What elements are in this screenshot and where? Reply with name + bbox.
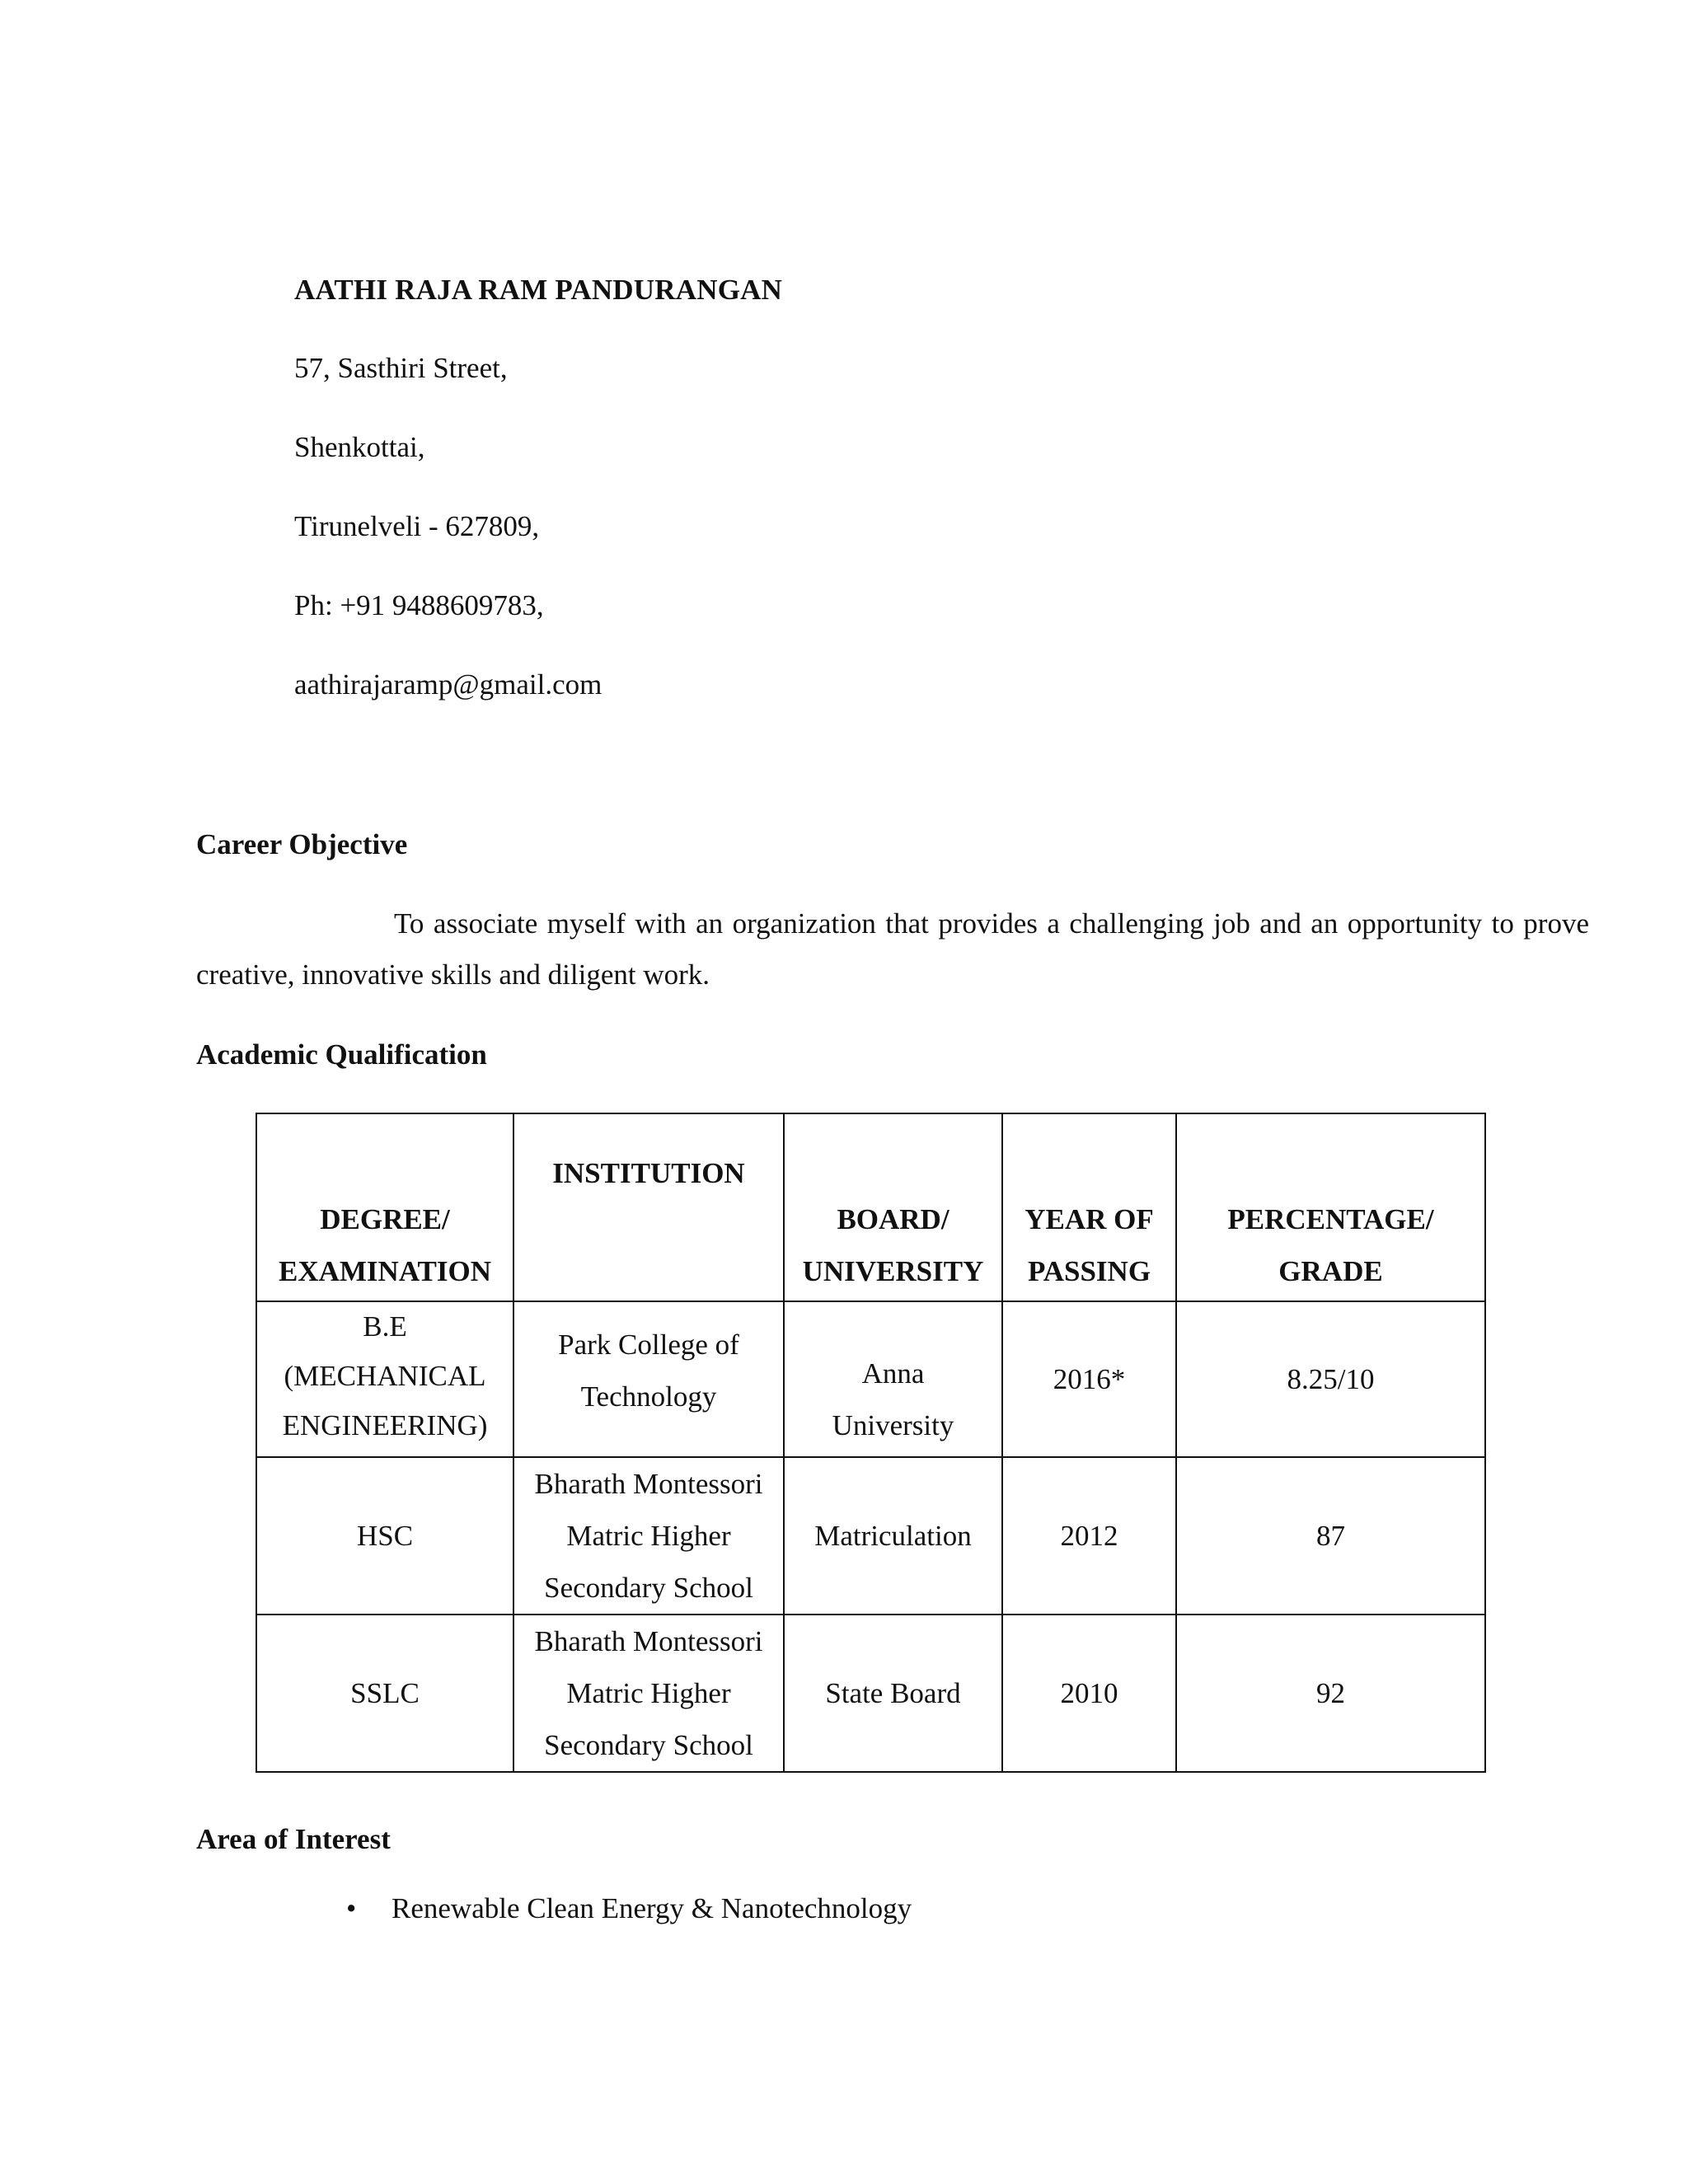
address-line-1: 57, Sasthiri Street,	[294, 352, 508, 384]
email-address: aathirajaramp@gmail.com	[294, 668, 603, 701]
list-item	[346, 1892, 912, 1925]
header-board: BOARD/ UNIVERSITY	[784, 1113, 1002, 1301]
applicant-name: AATHI RAJA RAM PANDURANGAN	[294, 274, 783, 306]
bullet-icon: •	[346, 1892, 357, 1924]
cell-board: Anna University	[784, 1301, 1002, 1457]
table-row	[256, 1615, 1485, 1772]
header-year: YEAR OF PASSING	[1002, 1113, 1176, 1301]
academic-qualification-heading: Academic Qualification	[196, 1038, 487, 1071]
cell-institution: Park College of Technology	[513, 1301, 784, 1457]
career-objective-text	[196, 898, 1589, 1001]
header-grade: PERCENTAGE/ GRADE	[1176, 1113, 1485, 1301]
cell-degree: B.E (MECHANICAL ENGINEERING)	[256, 1301, 513, 1457]
cell-year: 2010	[1002, 1615, 1176, 1772]
cell-grade: 87	[1176, 1457, 1485, 1615]
cell-degree: HSC	[256, 1457, 513, 1615]
cell-board: State Board	[784, 1615, 1002, 1772]
interest-item-text: Renewable Clean Energy & Nanotechnology	[392, 1892, 912, 1924]
table-row	[256, 1457, 1485, 1615]
cell-board: Matriculation	[784, 1457, 1002, 1615]
career-objective-heading: Career Objective	[196, 828, 408, 860]
cell-grade: 92	[1176, 1615, 1485, 1772]
table-row	[256, 1301, 1485, 1457]
phone-number: Ph: +91 9488609783,	[294, 589, 544, 621]
header-institution: INSTITUTION	[513, 1113, 784, 1301]
area-of-interest-heading: Area of Interest	[196, 1823, 391, 1855]
address-line-3: Tirunelveli - 627809,	[294, 510, 540, 542]
table-header-row	[256, 1113, 1485, 1301]
career-objective-body: To associate myself with an organization that provides a challenging job and an opportunity to prove creative, innovative skills and diligent work.	[196, 907, 1589, 991]
cell-institution: Bharath Montessori Matric Higher Secondary School	[513, 1457, 784, 1615]
cell-grade: 8.25/10	[1176, 1301, 1485, 1457]
academic-qualification-table	[256, 1113, 1486, 1773]
header-degree: DEGREE/ EXAMINATION	[256, 1113, 513, 1301]
cell-year: 2012	[1002, 1457, 1176, 1615]
cell-degree: SSLC	[256, 1615, 513, 1772]
cell-year: 2016*	[1002, 1301, 1176, 1457]
address-line-2: Shenkottai,	[294, 431, 425, 463]
cell-institution: Bharath Montessori Matric Higher Secondary School	[513, 1615, 784, 1772]
